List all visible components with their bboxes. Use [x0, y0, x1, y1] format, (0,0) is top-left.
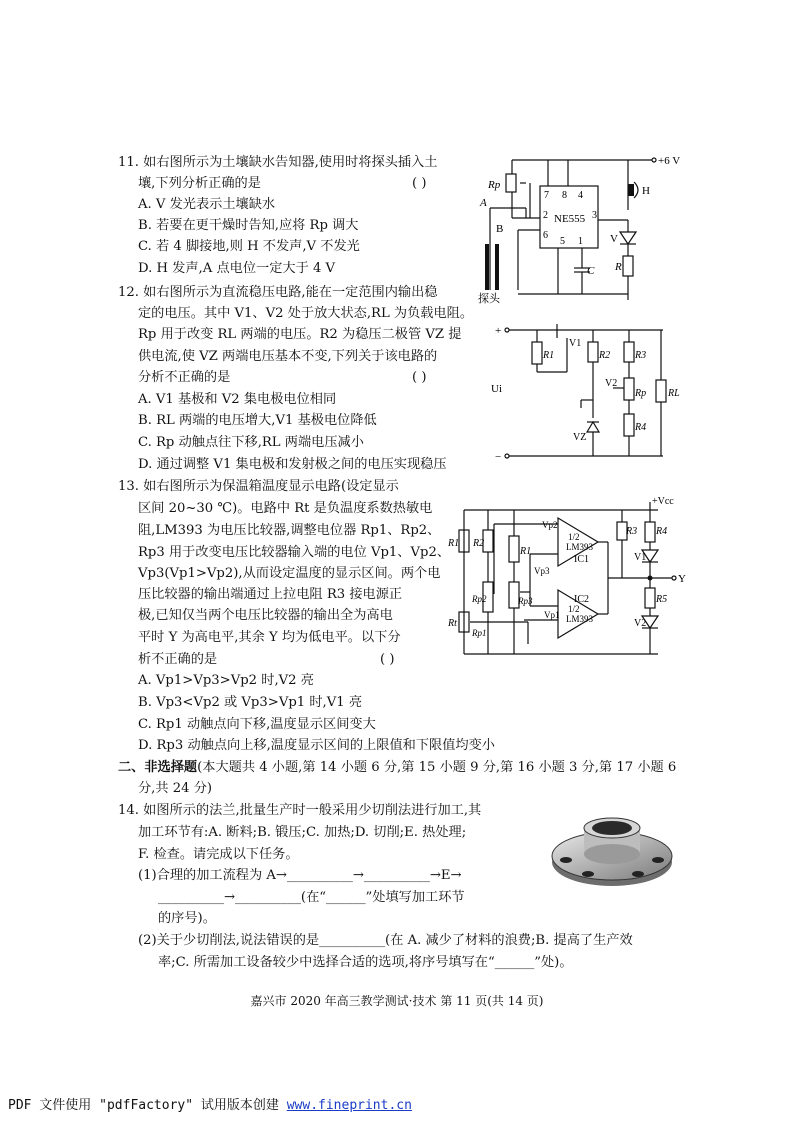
q13-line-7: 极,已知仅当两个电压比较器的输出全为高电 — [138, 608, 393, 623]
q13-label-r5: R5 — [656, 594, 668, 605]
q13-label-r1-left: R1 — [448, 538, 460, 549]
section-2-title: 二、非选择题 — [118, 760, 198, 775]
q11-option-c: C. 若 4 脚接地,则 H 不发声,V 不发光 — [138, 239, 360, 254]
q13-label-r3: R3 — [626, 526, 638, 537]
q13-vcc-label: +Vcc — [652, 496, 674, 507]
q12-label-r1: R1 — [543, 350, 555, 361]
q14-line-1: 14. 如图所示的法兰,批量生产时一般采用少切削法进行加工,其 — [118, 803, 482, 818]
q11-pin-4: 4 — [578, 190, 583, 201]
q11-label-v: V — [610, 233, 618, 245]
q11-pin-1: 1 — [578, 236, 583, 247]
q12-option-a: A. V1 基极和 V2 集电极电位相同 — [138, 392, 337, 407]
q12-plus-terminal: + — [495, 325, 502, 337]
q13-line-1: 13. 如右图所示为保温箱温度显示电路(设定显示 — [118, 479, 399, 494]
q12-option-c: C. Rp 动触点往下移,RL 两端电压减小 — [138, 435, 364, 450]
q12-label-r3: R3 — [635, 350, 647, 361]
q12-label-v2: V2 — [605, 378, 618, 389]
q12-line-4: 供电流,使 VZ 两端电压基本不变,下列关于该电路的 — [138, 349, 438, 364]
q12-label-r2: R2 — [599, 350, 611, 361]
page-footer: 嘉兴市 2020 年高三教学测试·技术 第 11 页(共 14 页) — [250, 994, 544, 1008]
q14-task-2-line-2: 率;C. 所需加工设备较少中选择合适的选项,将序号填写在“______”处)。 — [158, 955, 573, 970]
q11-line-2: 壤,下列分析正确的是 — [138, 176, 261, 191]
q13-ic2-chip: LM393 — [566, 614, 593, 624]
q13-label-rp2: Rp2 — [472, 594, 487, 604]
q13-line-4: Rp3 用于改变电压比较器输入端的电位 Vp1、Vp2、 — [138, 545, 451, 560]
q12-option-b: B. RL 两端的电压增大,V1 基极电位降低 — [138, 413, 377, 428]
q13-label-r1: R1 — [520, 546, 532, 557]
q12-circuit-diagram — [485, 318, 695, 468]
q13-label-r2: R2 — [473, 538, 485, 549]
q11-pin-6: 6 — [543, 230, 548, 241]
q13-line-8: 平时 Y 为高电平,其余 Y 均为低电平。以下分 — [138, 630, 401, 645]
q13-ic1-label: IC1 — [574, 554, 589, 565]
q13-label-rp3: Rp3 — [518, 596, 533, 606]
q13-ic2-half: 1/2 — [568, 604, 580, 614]
fineprint-link[interactable]: www.fineprint.cn — [286, 1098, 412, 1113]
q13-ic2-label: IC2 — [574, 594, 589, 605]
q12-label-v1: V1 — [569, 338, 582, 349]
q11-pin-2: 2 — [543, 210, 548, 221]
q11-label-b: B — [496, 223, 504, 235]
q11-vcc-label: +6 V — [658, 155, 680, 167]
q12-label-rp: Rp — [635, 388, 647, 399]
q13-option-d: D. Rp3 动触点向上移,温度显示区间的上限值和下限值均变小 — [138, 738, 495, 753]
q13-label-vp3: Vp3 — [534, 566, 550, 576]
q11-label-c: C — [587, 265, 595, 277]
section-2-desc-1: (本大题共 4 小题,第 14 小题 6 分,第 15 小题 9 分,第 16 小题 3 分,第 17 小题 6 — [197, 760, 677, 775]
q11-label-r: R — [615, 261, 622, 273]
q12-line-2: 定的电压。其中 V1、V2 处于放大状态,RL 为负载电阻。 — [138, 306, 474, 321]
q11-probe-label: 探头 — [478, 293, 500, 305]
q13-line-6: 压比较器的输出端通过上拉电阻 R3 接电源正 — [138, 587, 403, 602]
q13-answer-bracket: ( ) — [380, 652, 395, 667]
q13-label-rt: Rt — [448, 618, 457, 629]
pdf-creator-bar — [8, 1094, 412, 1113]
q12-label-vz: VZ — [573, 432, 587, 443]
q13-line-2: 区间 20~30 ℃)。电路中 Rt 是负温度系数热敏电 — [138, 501, 433, 516]
q14-flange-image — [548, 810, 678, 890]
q14-task-2-line-1: (2)关于少切削法,说法错误的是__________(在 A. 减少了材料的浪费;B. 提高了生产效 — [138, 933, 633, 948]
q13-label-vp1: Vp1 — [544, 610, 560, 620]
q11-option-d: D. H 发声,A 点电位一定大于 4 V — [138, 261, 336, 276]
q12-option-d: D. 通过调整 V1 集电极和发射极之间的电压实现稳压 — [138, 457, 447, 472]
q13-option-c: C. Rp1 动触点向下移,温度显示区间变大 — [138, 717, 376, 732]
q13-ic1-half: 1/2 — [568, 532, 580, 542]
q11-pin-7: 7 — [544, 190, 549, 201]
q11-label-a: A — [480, 197, 487, 209]
q12-minus-terminal: − — [495, 451, 502, 463]
q13-y-output: Y — [678, 573, 686, 585]
q12-line-5: 分析不正确的是 — [138, 370, 231, 385]
q13-line-3: 阻,LM393 为电压比较器,调整电位器 Rp1、Rp2、 — [138, 523, 441, 538]
q11-line-1: 11. 如右图所示为土壤缺水告知器,使用时将探头插入土 — [118, 155, 438, 170]
q12-answer-bracket: ( ) — [412, 370, 427, 385]
q12-line-1: 12. 如右图所示为直流稳压电路,能在一定范围内输出稳 — [118, 285, 438, 300]
q13-label-v2: V2 — [634, 618, 647, 629]
q14-task-1-line-2: __________→__________(在“______”处填写加工环节 — [158, 890, 465, 905]
q12-line-3: Rp 用于改变 RL 两端的电压。R2 为稳压二极管 VZ 提 — [138, 327, 462, 342]
q13-line-5: Vp3(Vp1>Vp2),从而设定温度的显示区间。两个电 — [138, 566, 441, 581]
q13-option-a: A. Vp1>Vp3>Vp2 时,V2 亮 — [138, 673, 314, 688]
q11-pin-8: 8 — [562, 190, 567, 201]
pdf-creator-text: PDF 文件使用 "pdfFactory" 试用版本创建 — [8, 1098, 287, 1113]
q14-task-1-line-3: 的序号)。 — [158, 911, 216, 926]
q13-ic1-chip: LM393 — [566, 542, 593, 552]
q13-label-r4: R4 — [656, 526, 668, 537]
q11-answer-bracket: ( ) — [412, 176, 427, 191]
q13-label-v1: V1 — [634, 552, 647, 563]
q11-pin-5: 5 — [560, 236, 565, 247]
section-2-heading — [118, 759, 676, 777]
q13-circuit-diagram — [448, 494, 694, 664]
q11-label-rp: Rp — [488, 179, 501, 191]
q11-option-a: A. V 发光表示土壤缺水 — [138, 197, 276, 212]
q14-task-1-line-1: (1)合理的加工流程为 A→__________→__________→E→ — [138, 868, 462, 883]
q12-label-r4: R4 — [635, 422, 647, 433]
q13-option-b: B. Vp3<Vp2 或 Vp3>Vp1 时,V1 亮 — [138, 695, 363, 710]
q12-ui-label: Ui — [491, 383, 502, 395]
q11-pin-3: 3 — [592, 210, 597, 221]
q13-label-rp1: Rp1 — [472, 628, 487, 638]
q11-option-b: B. 若要在更干燥时告知,应将 Rp 调大 — [138, 218, 359, 233]
q12-label-rl: RL — [668, 388, 680, 399]
section-2-desc-2: 分,共 24 分) — [138, 781, 213, 796]
q11-circuit-diagram — [470, 148, 680, 308]
q11-label-h: H — [642, 185, 650, 197]
q14-line-2: 加工环节有:A. 断料;B. 锻压;C. 加热;D. 切削;E. 热处理; — [138, 825, 467, 840]
q13-line-9: 析不正确的是 — [138, 652, 218, 667]
q11-chip-label: NE555 — [554, 213, 586, 225]
q14-line-3: F. 检查。请完成以下任务。 — [138, 847, 299, 862]
q13-label-vp2: Vp2 — [542, 520, 558, 530]
